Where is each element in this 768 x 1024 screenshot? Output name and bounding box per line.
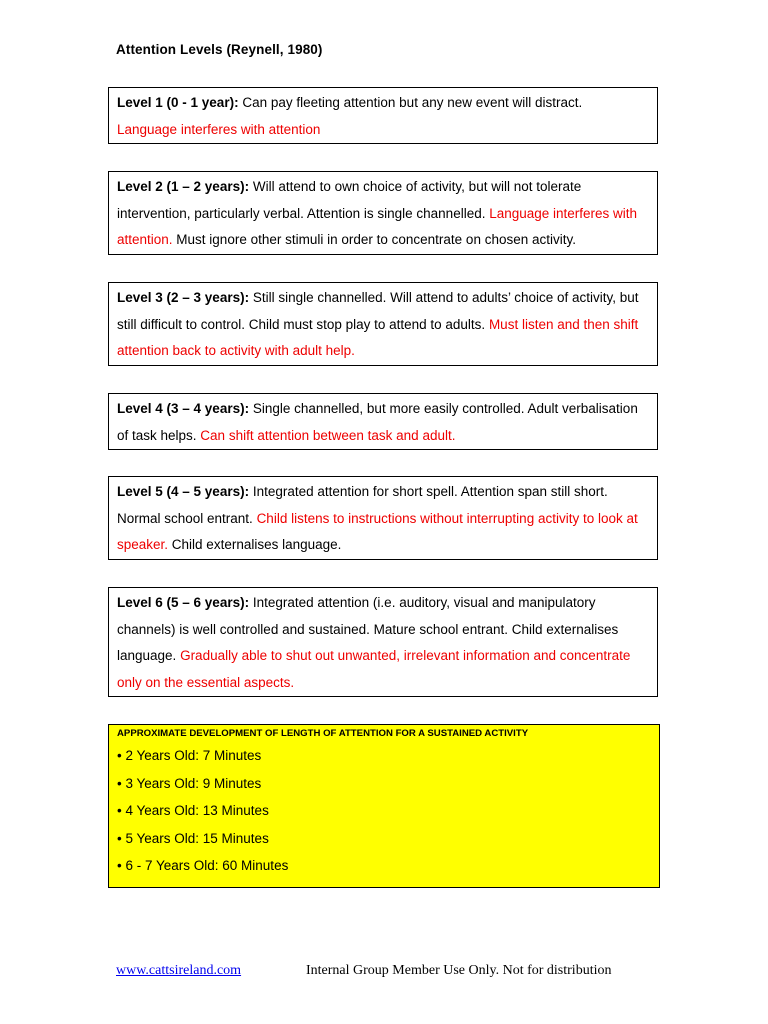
level-1-highlight: Language interferes with attention [117,121,321,137]
summary-list [117,742,651,880]
level-3-highlight: Must listen and then shift attention back to activity with adult help. [117,316,639,358]
level-1-text: Can pay fleeting attention but any new event will distract. [238,95,583,110]
level-4-text: Single channelled, but more easily controlled. Adult verbalisation of task helps. [117,401,638,443]
level-4-box [108,393,658,450]
level-1-label: Level 1 (0 - 1 year): [117,95,239,110]
document-title: Attention Levels (Reynell, 1980) [116,42,323,57]
level-2-label: Level 2 (1 – 2 years): [117,179,250,194]
level-2-text: Will attend to own choice of activity, but will not tolerate intervention, particularly verbal. Attention is single channelled. [117,179,582,221]
level-3-text: Still single channelled. Will attend to adults’ choice of activity, but still difficult to control. Child must stop play to attend to adults. [117,290,639,332]
level-5-text: Integrated attention for short spell. Attention span still short. Normal school entrant. [117,484,608,526]
footer-website-link[interactable]: www.cattsireland.com [116,963,242,978]
level-3-box [108,282,658,366]
level-6-text: Integrated attention (i.e. auditory, visual and manipulatory channels) is well controlled and sustained. Mature school entrant. Child externalises language. [117,595,619,663]
level-5-highlight: Child listens to instructions without interrupting activity to look at speaker. [117,510,638,552]
level-5-box [108,476,658,560]
level-2-highlight: Language interferes with attention. [117,205,638,247]
level-2-box [108,171,658,255]
level-5-after: Child externalises language. [168,537,342,552]
summary-heading: APPROXIMATE DEVELOPMENT OF LENGTH OF ATTENTION FOR A SUSTAINED ACTIVITY [117,728,529,739]
level-2-after: Must ignore other stimuli in order to concentrate on chosen activity. [172,232,576,247]
level-3-label: Level 3 (2 – 3 years): [117,290,250,305]
level-1-box [108,87,658,144]
summary-item: • 5 Years Old: 15 Minutes [117,830,269,846]
footer-distribution-note: Internal Group Member Use Only. Not for distribution [306,963,612,978]
summary-item: • 3 Years Old: 9 Minutes [117,775,262,791]
level-6-box [108,587,658,697]
summary-item: • 6 - 7 Years Old: 60 Minutes [117,858,289,874]
level-6-highlight: Gradually able to shut out unwanted, irrelevant information and concentrate only on the essential aspects. [117,648,631,690]
level-5-label: Level 5 (4 – 5 years): [117,484,250,499]
level-4-label: Level 4 (3 – 4 years): [117,401,250,416]
level-6-label: Level 6 (5 – 6 years): [117,595,250,610]
summary-item: • 4 Years Old: 13 Minutes [117,803,269,819]
summary-item: • 2 Years Old: 7 Minutes [117,748,262,763]
level-4-highlight: Can shift attention between task and adult. [200,427,456,443]
attention-span-summary-box [108,724,660,888]
